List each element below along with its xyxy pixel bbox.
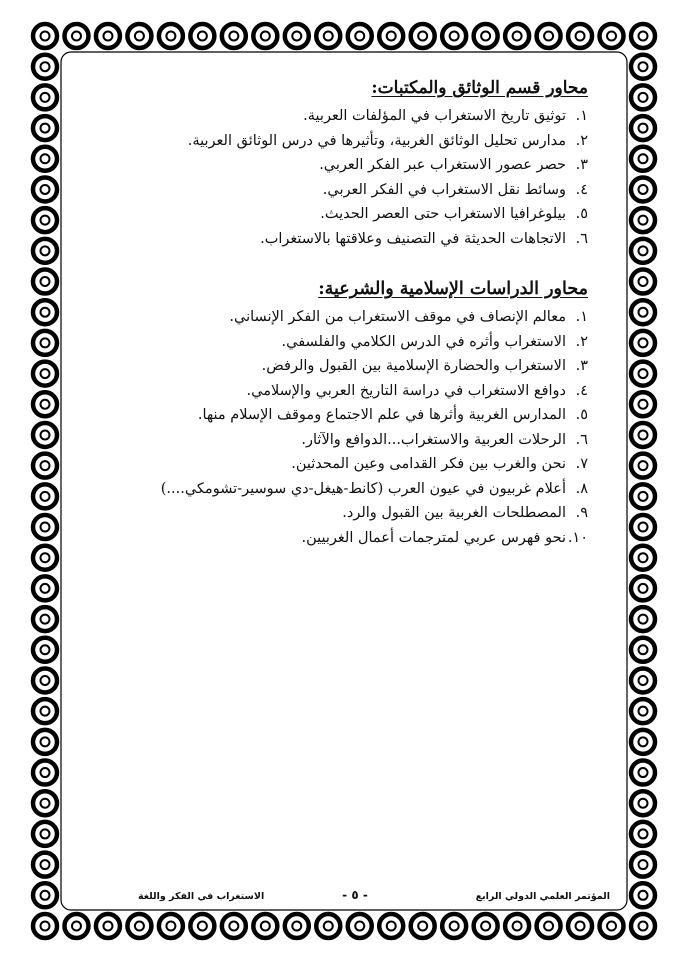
- list-item: [170, 178, 588, 203]
- list-item: [170, 526, 588, 551]
- list-item: [170, 379, 588, 404]
- item-text: نحو فهرس عربي لمترجمات أعمال الغربيين.: [301, 529, 566, 546]
- item-text: مدارس تحليل الوثائق الغربية، وتأثيرها في درس الوثائق العربية.: [187, 132, 566, 149]
- list-item: [170, 153, 588, 178]
- footer-conference-topic: الاستغراب في الفكر واللغة: [138, 891, 265, 902]
- item-text: الاستغراب وأثره في الدرس الكلامي والفلسفي.: [281, 333, 566, 350]
- item-number: ٣.: [575, 157, 588, 173]
- item-number: ٤.: [575, 181, 588, 198]
- list-item: [160, 477, 588, 502]
- list-item: [170, 452, 588, 477]
- list-item: [170, 403, 588, 428]
- item-number: ٦.: [575, 230, 588, 247]
- item-text: المصطلحات الغربية بين القبول والرد.: [342, 505, 566, 521]
- item-number: ٥.: [575, 407, 588, 423]
- page-footer: [0, 887, 688, 907]
- list-item: [170, 501, 588, 526]
- item-text: دوافع الاستغراب في دراسة التاريخ العربي والإسلامي.: [246, 382, 566, 399]
- list-item: [170, 428, 588, 453]
- item-number: ٩.: [575, 505, 588, 521]
- list-item: [170, 202, 588, 227]
- item-text: أعلام غربيون في عيون العرب (كانط-هيغل-دي سوسير-تشومكي....): [160, 480, 566, 497]
- item-text: معالم الإنصاف في موقف الاستغراب من الفكر الإنساني.: [229, 309, 566, 325]
- item-number: ٧.: [575, 456, 588, 472]
- item-number: ٣.: [575, 358, 588, 374]
- item-number: ٨.: [575, 480, 588, 497]
- list-item: [170, 227, 588, 252]
- footer-conference-name: المؤتمر العلمي الدولي الرابع: [475, 891, 610, 902]
- item-text: وسائط نقل الاستغراب في الفكر العربي.: [322, 181, 566, 198]
- item-number: ٢.: [575, 333, 588, 350]
- list-item: [170, 330, 588, 355]
- item-number: ٢.: [575, 132, 588, 149]
- item-number: ٤.: [575, 382, 588, 399]
- list-item: [170, 104, 588, 129]
- item-text: بيلوغرافيا الاستغراب حتى العصر الحديث.: [320, 206, 566, 222]
- item-text: الاتجاهات الحديثة في التصنيف وعلاقتها بالاستغراب.: [260, 230, 566, 247]
- section-heading-documents: محاور قسم الوثائق والمكتبات:: [371, 78, 588, 98]
- item-text: توثيق تاريخ الاستغراب في المؤلفات العربية.: [303, 108, 566, 124]
- item-text: المدارس الغربية وأثرها في علم الاجتماع وموقف الإسلام منها.: [197, 407, 566, 423]
- item-text: نحن والغرب بين فكر القدامى وعين المحدثين.: [291, 456, 566, 472]
- item-text: الاستغراب والحضارة الإسلامية بين القبول والرفض.: [261, 358, 566, 374]
- list-item: [170, 129, 588, 154]
- section-heading-islamic-studies: محاور الدراسات الإسلامية والشرعية:: [318, 279, 588, 299]
- item-number: ٦.: [575, 431, 588, 448]
- item-number: ١.: [575, 309, 588, 325]
- item-text: حصر عصور الاستغراب عبر الفكر العربي.: [319, 157, 566, 173]
- islamic-studies-topics-list: [160, 305, 588, 550]
- footer-page-number: - ٥ -: [342, 888, 368, 902]
- page-content: [160, 78, 588, 550]
- item-number: ٥.: [575, 206, 588, 222]
- list-item: [170, 305, 588, 330]
- item-number: ١.: [575, 108, 588, 124]
- item-number: ١٠.: [567, 529, 588, 546]
- list-item: [170, 354, 588, 379]
- documents-topics-list: [170, 104, 588, 251]
- item-text: الرحلات العربية والاستغراب...الدوافع والآثار.: [301, 431, 566, 448]
